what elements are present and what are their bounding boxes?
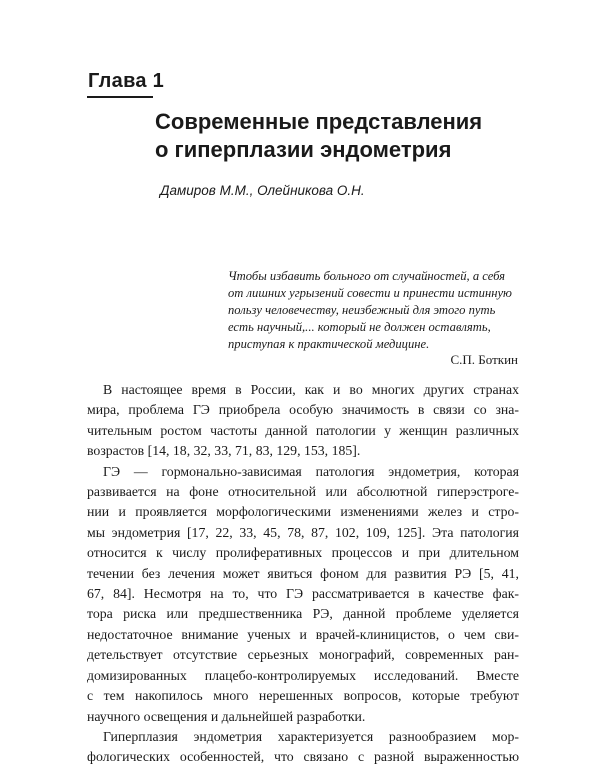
paragraph-line: детельствует отсутствие серьезных монографий, современных ран- bbox=[87, 647, 519, 663]
paragraph-line: тора риска или предшественника РЭ, данной проблеме уделяется bbox=[87, 606, 519, 622]
paragraph-line: мы эндометрия [17, 22, 33, 45, 78, 87, 102, 109, 125]. Эта патология bbox=[87, 524, 519, 540]
epigraph-author: С.П. Боткин bbox=[450, 352, 518, 367]
paragraph-line: фологических особенностей, что связано с разной выраженностью bbox=[87, 749, 519, 765]
epigraph-line: приступая к практической медицине. bbox=[228, 337, 430, 351]
paragraph-line: 67, 84]. Несмотря на то, что ГЭ рассматривается в качестве фак- bbox=[87, 586, 519, 602]
paragraph-line: Гиперплазия эндометрия характеризуется разнообразием мор- bbox=[103, 728, 519, 744]
epigraph-line: есть научный,... который не должен оставлять, bbox=[228, 320, 491, 334]
chapter-title bbox=[155, 108, 555, 164]
chapter-authors: Дамиров М.М., Олейникова О.Н. bbox=[160, 183, 365, 198]
paragraph-line: домизированных плацебо-контролируемых исследований. Вместе bbox=[87, 667, 519, 683]
paragraph-line: мира, проблема ГЭ приобрела особую значимость в связи со зна- bbox=[87, 402, 519, 418]
paragraph-line: возрастов [14, 18, 32, 33, 71, 83, 129, 153, 185]. bbox=[87, 443, 361, 459]
epigraph-line: от лишних угрызений совести и принести истинную bbox=[228, 286, 512, 300]
paragraph-line: ГЭ — гормонально-зависимая патология эндометрия, которая bbox=[103, 463, 519, 479]
paragraph-line: относится к числу пролиферативных процессов и при длительном bbox=[87, 545, 519, 561]
epigraph bbox=[228, 268, 518, 353]
paragraph-line: В настоящее время в России, как и во многих других странах bbox=[103, 382, 519, 397]
paragraph-line: недостаточное внимание ученых и врачей-клиницистов, о чем сви- bbox=[87, 626, 519, 642]
chapter-label: Глава 1 bbox=[88, 70, 165, 92]
paragraph-line: развивается на фоне относительной или абсолютной гиперэстроге- bbox=[87, 484, 519, 500]
chapter-rule bbox=[87, 96, 153, 98]
paragraph-line: нии и проявляется морфологическими изменениями желез и стро- bbox=[87, 504, 519, 520]
paragraph-line: течении без лечения может явиться фоном для развития РЭ [5, 41, bbox=[87, 565, 519, 581]
chapter-title-line: Современные представления bbox=[155, 109, 483, 134]
chapter-title-line: о гиперплазии эндометрия bbox=[155, 137, 452, 162]
epigraph-line: пользу человечеству, неизбежный для этого путь bbox=[228, 303, 496, 317]
paragraph-line: чительным ростом частоты данной патологии у женщин различных bbox=[87, 422, 519, 438]
body-text bbox=[87, 380, 519, 768]
epigraph-line: Чтобы избавить больного от случайностей, а себя bbox=[228, 269, 505, 283]
paragraph-line: научного освещения и дальнейшей разработки. bbox=[87, 708, 366, 724]
paragraph-line: с тем накопилось много нерешенных вопросов, которые требуют bbox=[87, 688, 519, 704]
